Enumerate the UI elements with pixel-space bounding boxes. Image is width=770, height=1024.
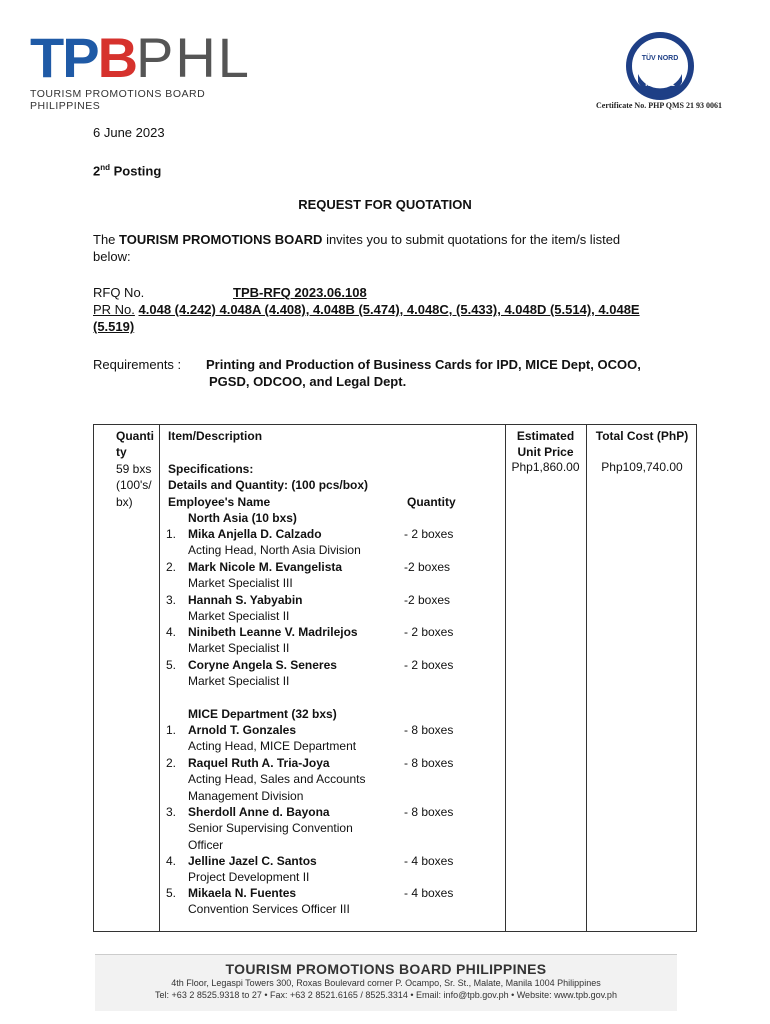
employee-quantity: - 8 boxes (404, 805, 454, 819)
pr-value-line1: 4.048 (4.242) 4.048A (4.408), 4.048B (5.474), 4.048C, (5.433), 4.048D (5.514), 4.048E (138, 302, 640, 317)
header-unit-2: Unit Price (517, 445, 574, 460)
employee-name: Coryne Angela S. Seneres (188, 658, 337, 672)
footer-title: TOURISM PROMOTIONS BOARD PHILIPPINES (225, 961, 547, 977)
footer-contact: Tel: +63 2 8525.9318 to 27 • Fax: +63 2 8521.6165 / 8525.3314 • Email: info@tpb.gov.ph • Website: www.tpb.gov.ph (155, 990, 617, 1000)
employee-name: Mark Nicole M. Evangelista (188, 560, 343, 574)
requirements-line2: PGSD, ODCOO, and Legal Dept. (209, 374, 407, 389)
employee-name: Mika Anjella D. Calzado (188, 527, 322, 541)
iso-certification-seal (624, 30, 696, 102)
employee-quantity: - 4 boxes (404, 854, 454, 868)
employee-role-line2: Officer (188, 837, 224, 852)
header-unit-1: Estimated (516, 429, 575, 443)
posting-word: Posting (113, 163, 162, 179)
col-divider (505, 425, 506, 931)
header-quantity (116, 428, 154, 461)
employee-quantity: - 8 boxes (404, 723, 454, 737)
employee-role-line2: Management Division (188, 788, 304, 803)
group-north-asia: North Asia (10 bxs) (188, 511, 297, 525)
posting-suffix: nd (100, 163, 111, 172)
details-label: Details and Quantity: (100 pcs/box) (168, 478, 369, 492)
employee-name-label: Employee's Name (168, 495, 271, 509)
quantity-value (116, 461, 152, 510)
employee-role: Market Specialist II (188, 674, 290, 689)
employee-role: Market Specialist II (188, 609, 290, 624)
tpb-logo (30, 26, 270, 112)
header-total-cost: Total Cost (PhP) (595, 429, 689, 443)
employee-number: 1. (166, 723, 177, 737)
employee-quantity: -2 boxes (404, 560, 451, 574)
employee-number: 4. (166, 625, 177, 639)
quantity-2: (100's/ (116, 478, 152, 493)
employee-quantity: - 4 boxes (404, 886, 454, 900)
employee-number: 5. (166, 886, 177, 900)
intro-post: invites you to submit quotations for the item/s listed (322, 232, 621, 247)
pr-value-line2: (5.519) (93, 319, 135, 334)
logo-mark-b: B (97, 26, 137, 89)
seal-text-bottom: ISO 9001 (645, 81, 675, 88)
employee-name: Hannah S. Yabyabin (188, 593, 303, 607)
quantity-3: bx) (116, 494, 133, 509)
col-divider (159, 425, 160, 931)
employee-role: Market Specialist III (188, 576, 293, 591)
certificate-number: Certificate No. PHP QMS 21 93 0061 (596, 101, 722, 110)
employee-quantity: - 2 boxes (404, 625, 454, 639)
unit-price-value: Php1,860.00 (511, 460, 580, 474)
logo-subtitle: TOURISM PROMOTIONS BOARD PHILIPPINES (30, 88, 206, 112)
logo-mark-tp: TP (30, 26, 98, 89)
employee-name: Mikaela N. Fuentes (188, 886, 297, 900)
footer-address: 4th Floor, Legaspi Towers 300, Roxas Boulevard corner P. Ocampo, Sr. St., Malate, Manila 1004 Philippines (171, 978, 601, 988)
employee-quantity: -2 boxes (404, 593, 451, 607)
employee-number: 2. (166, 756, 177, 770)
employee-role: Acting Head, Sales and Accounts (188, 772, 366, 787)
employee-name: Jelline Jazel C. Santos (188, 854, 317, 868)
employee-role: Acting Head, MICE Department (188, 739, 357, 754)
seal-text-top: TÜV NORD (641, 55, 679, 62)
employee-role: Acting Head, North Asia Division (188, 543, 361, 558)
posting-line (93, 159, 161, 179)
header-quantity-2: ty (116, 445, 127, 460)
header-item-description: Item/Description (168, 429, 263, 443)
employee-number: 3. (166, 805, 177, 819)
logo-mark-phl: PHL (136, 26, 251, 89)
intro-pre: The (93, 232, 120, 247)
col-divider (586, 425, 587, 931)
letter-date: 6 June 2023 (93, 125, 165, 140)
header-unit-price (505, 428, 586, 461)
employee-number: 4. (166, 854, 177, 868)
intro-paragraph (93, 231, 693, 265)
pr-label: PR No. (93, 302, 135, 317)
rfq-number: TPB-RFQ 2023.06.108 (233, 285, 367, 300)
employee-number: 2. (166, 560, 177, 574)
employee-number: 3. (166, 593, 177, 607)
employee-role: Convention Services Officer III (188, 902, 350, 917)
employee-number: 5. (166, 658, 177, 672)
quantity-col-label: Quantity (407, 495, 456, 509)
pr-numbers (93, 301, 693, 335)
specifications-label: Specifications: (168, 462, 254, 476)
footer (95, 954, 677, 1011)
requirements-line1: Printing and Production of Business Cards for IPD, MICE Dept, OCOO, (206, 357, 641, 372)
intro-line2: below: (93, 249, 131, 264)
intro-org: TOURISM PROMOTIONS BOARD (119, 232, 323, 247)
employee-quantity: - 2 boxes (404, 658, 454, 672)
quotation-table (93, 424, 697, 932)
employee-role: Project Development II (188, 870, 310, 885)
employee-name: Raquel Ruth A. Tria-Joya (188, 756, 330, 770)
total-cost-value: Php109,740.00 (601, 460, 683, 474)
group-mice: MICE Department (32 bxs) (188, 707, 337, 721)
employee-role: Market Specialist II (188, 641, 290, 656)
rfq-label: RFQ No. (93, 285, 145, 300)
employee-name: Ninibeth Leanne V. Madrilejos (188, 625, 358, 639)
requirements-label: Requirements : (93, 357, 182, 372)
header-quantity-1: Quanti (116, 429, 154, 443)
quantity-1: 59 bxs (116, 462, 152, 476)
document-title: REQUEST FOR QUOTATION (298, 197, 472, 212)
employee-quantity: - 8 boxes (404, 756, 454, 770)
employee-role: Senior Supervising Convention (188, 821, 353, 836)
employee-quantity: - 2 boxes (404, 527, 454, 541)
employee-name: Arnold T. Gonzales (188, 723, 297, 737)
employee-name: Sherdoll Anne d. Bayona (188, 805, 330, 819)
employee-number: 1. (166, 527, 177, 541)
posting-ordinal: 2 (93, 163, 101, 179)
